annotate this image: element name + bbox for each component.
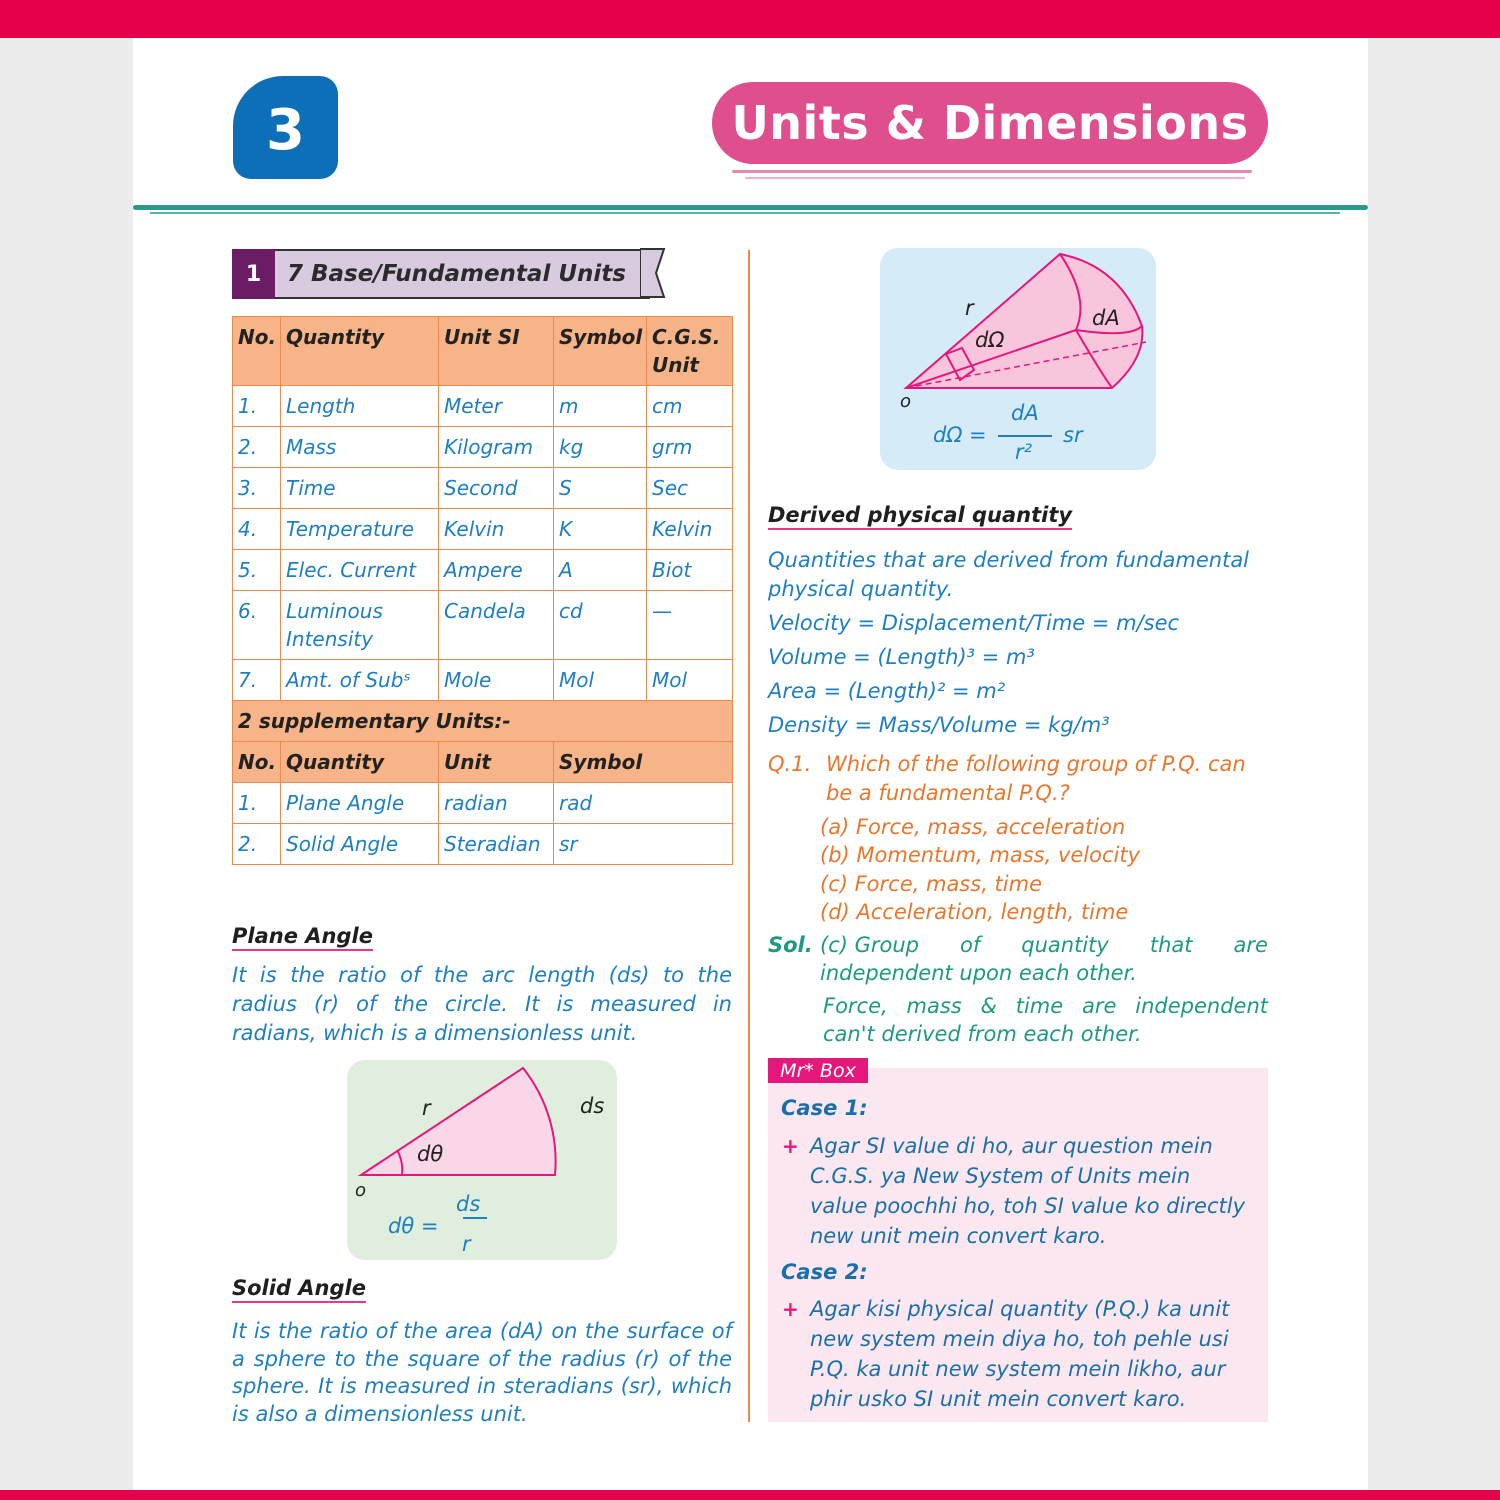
table-row — [233, 824, 733, 865]
plane-angle-origin-label: o — [355, 1180, 367, 1201]
base-units-table — [232, 316, 733, 865]
table-header-cell: No. — [233, 742, 281, 783]
solid-angle-formula-unit: sr — [1063, 423, 1083, 447]
solid-angle-text: It is the ratio of the area (dA) on the surface of a sphere to the square of the radius (r) of the sphere. It is measured in steradians (sr), which is also a dimensionless unit. — [232, 1319, 732, 1426]
section-number: 1 — [232, 249, 275, 299]
case-1-line: C.G.S. ya New System of Units mein — [810, 1164, 1191, 1188]
mr-box — [768, 1068, 1268, 1422]
solid-angle-domega-label: dΩ — [975, 328, 1005, 352]
chapter-title-banner — [712, 82, 1268, 164]
case-2-line: P.Q. ka unit new system mein likho, aur — [810, 1357, 1226, 1381]
case-2-line: phir usko SI unit mein convert karo. — [810, 1387, 1187, 1411]
table-cell: Mol — [647, 660, 733, 701]
question-text: Which of the following group of P.Q. can — [826, 752, 1246, 776]
question-option: (c) Force, mass, time — [820, 872, 1042, 896]
question-option: (b) Momentum, mass, velocity — [820, 843, 1141, 867]
derived-line: Area = (Length)² = m² — [768, 679, 1006, 703]
table-cell: Length — [281, 386, 439, 427]
derived-line: physical quantity. — [768, 577, 954, 601]
table-row — [233, 468, 733, 509]
chapter-title: Units & Dimensions — [731, 96, 1249, 150]
supplementary-title-row — [233, 701, 733, 742]
table-header-row — [233, 317, 733, 386]
table-header-cell: Unit — [439, 742, 554, 783]
table-cell: Mole — [439, 660, 554, 701]
table-row — [233, 386, 733, 427]
table-cell: Mass — [281, 427, 439, 468]
solid-angle-da-label: dA — [1092, 306, 1120, 330]
solution-word: are — [1233, 933, 1268, 957]
table-cell: kg — [554, 427, 647, 468]
derived-line: Velocity = Displacement/Time = m/sec — [768, 611, 1180, 635]
derived-line: Volume = (Length)³ = m³ — [768, 645, 1035, 669]
plane-angle-formula-numerator: ds — [456, 1192, 481, 1216]
supplementary-title: 2 supplementary Units:- — [233, 701, 733, 742]
table-header-cell: Symbol — [554, 317, 647, 386]
solid-angle-heading: Solid Angle — [232, 1276, 366, 1303]
section-title: 7 Base/Fundamental Units — [275, 249, 650, 299]
solid-angle-formula-lhs: dΩ = — [933, 423, 987, 447]
solid-angle-r-label: r — [965, 296, 974, 320]
question-text: be a fundamental P.Q.? — [826, 781, 1070, 805]
derived-line: Density = Mass/Volume = kg/m³ — [768, 713, 1110, 737]
table-cell: Solid Angle — [281, 824, 439, 865]
table-header-cell: Quantity — [281, 742, 439, 783]
table-header-cell: No. — [233, 317, 281, 386]
table-cell: Second — [439, 468, 554, 509]
title-underline-secondary — [745, 177, 1245, 179]
solution-word: quantity — [1021, 933, 1109, 957]
solution-text: independent upon each other. — [820, 961, 1137, 985]
header-divider-secondary — [150, 212, 1340, 214]
table-header-cell: C.G.S. Unit — [647, 317, 733, 386]
question-option: (d) Acceleration, length, time — [820, 900, 1129, 924]
table-cell: Meter — [439, 386, 554, 427]
table-cell: 5. — [233, 550, 281, 591]
table-cell: 1. — [233, 783, 281, 824]
case-1-line: Agar SI value di ho, aur question mein — [810, 1134, 1213, 1158]
table-cell: Kelvin — [439, 509, 554, 550]
table-cell: Luminous Intensity — [281, 591, 439, 660]
table-cell: 2. — [233, 824, 281, 865]
column-divider — [748, 250, 750, 1422]
table-cell: A — [554, 550, 647, 591]
case-2-line: Agar kisi physical quantity (P.Q.) ka unit — [810, 1297, 1230, 1321]
chapter-number-badge: 3 — [233, 76, 338, 179]
plane-angle-text: It is the ratio of the arc length (ds) to the radius (r) of the circle. It is measured in radians, which is a dimensionless unit. — [232, 963, 732, 1045]
table-header-cell: Unit SI — [439, 317, 554, 386]
solution-word: of — [960, 933, 981, 957]
case-2-heading: Case 2: — [781, 1260, 868, 1284]
table-cell: Sec — [647, 468, 733, 509]
solution-word: (c) Group — [820, 933, 920, 957]
solid-angle-formula-denominator: r² — [1015, 440, 1033, 464]
table-row — [233, 591, 733, 660]
question-option: (a) Force, mass, acceleration — [820, 815, 1126, 839]
table-cell: Temperature — [281, 509, 439, 550]
solid-angle-origin-label: o — [900, 391, 912, 412]
plane-angle-formula-lhs: dθ = — [388, 1214, 439, 1238]
solution-text: Force, mass & time are independent — [823, 994, 1268, 1018]
table-cell: cd — [554, 591, 647, 660]
plane-angle-heading: Plane Angle — [232, 924, 373, 951]
table-cell: K — [554, 509, 647, 550]
table-cell: Kelvin — [647, 509, 733, 550]
solid-angle-diagram — [880, 248, 1156, 470]
question-label: Q.1. — [768, 752, 812, 776]
case-1-heading: Case 1: — [781, 1096, 868, 1120]
table-cell: 4. — [233, 509, 281, 550]
table-cell: Steradian — [439, 824, 554, 865]
supplementary-header-row — [233, 742, 733, 783]
section-heading — [232, 249, 662, 299]
case-1-line: value poochhi ho, toh SI value ko directly — [810, 1194, 1245, 1218]
table-cell: grm — [647, 427, 733, 468]
table-cell: m — [554, 386, 647, 427]
table-header-cell: Symbol — [554, 742, 733, 783]
table-cell: 2. — [233, 427, 281, 468]
mr-box-tag: Mr* Box — [768, 1058, 868, 1083]
bullet-icon: + — [782, 1297, 799, 1321]
case-1-line: new unit mein convert karo. — [810, 1224, 1107, 1248]
table-cell: — — [647, 591, 733, 660]
table-row — [233, 509, 733, 550]
solution-first-line — [820, 931, 1268, 960]
table-cell: Ampere — [439, 550, 554, 591]
title-underline — [732, 170, 1252, 173]
table-cell: Biot — [647, 550, 733, 591]
bullet-icon: + — [782, 1134, 799, 1158]
plane-angle-r-label: r — [422, 1096, 431, 1120]
table-cell: 6. — [233, 591, 281, 660]
table-row — [233, 660, 733, 701]
table-cell: Plane Angle — [281, 783, 439, 824]
derived-line: Quantities that are derived from fundamental — [768, 548, 1250, 572]
section-banner-tail — [640, 248, 670, 298]
table-cell: Candela — [439, 591, 554, 660]
table-cell: radian — [439, 783, 554, 824]
table-cell: sr — [554, 824, 733, 865]
bottom-accent-bar — [0, 1490, 1500, 1500]
table-cell: Kilogram — [439, 427, 554, 468]
table-cell: Elec. Current — [281, 550, 439, 591]
plane-angle-ds-label: ds — [580, 1094, 605, 1118]
header-divider — [133, 205, 1368, 210]
solid-angle-formula-numerator: dA — [1011, 401, 1039, 425]
table-cell: rad — [554, 783, 733, 824]
table-header-cell: Quantity — [281, 317, 439, 386]
plane-angle-formula-denominator: r — [462, 1232, 471, 1256]
table-row — [233, 783, 733, 824]
table-cell: 3. — [233, 468, 281, 509]
table-cell: Time — [281, 468, 439, 509]
case-2-line: new system mein diya ho, toh pehle usi — [810, 1327, 1229, 1351]
table-row — [233, 550, 733, 591]
table-cell: 1. — [233, 386, 281, 427]
top-accent-bar — [0, 0, 1500, 38]
table-cell: 7. — [233, 660, 281, 701]
derived-heading: Derived physical quantity — [768, 503, 1072, 530]
table-cell: S — [554, 468, 647, 509]
table-row — [233, 427, 733, 468]
solution-text: can't derived from each other. — [823, 1022, 1142, 1046]
solution-word: that — [1149, 933, 1193, 957]
plane-angle-dtheta-label: dθ — [417, 1142, 444, 1166]
solution-label: Sol. — [768, 933, 813, 957]
table-cell: Mol — [554, 660, 647, 701]
table-cell: cm — [647, 386, 733, 427]
table-cell: Amt. of Subˢ — [281, 660, 439, 701]
